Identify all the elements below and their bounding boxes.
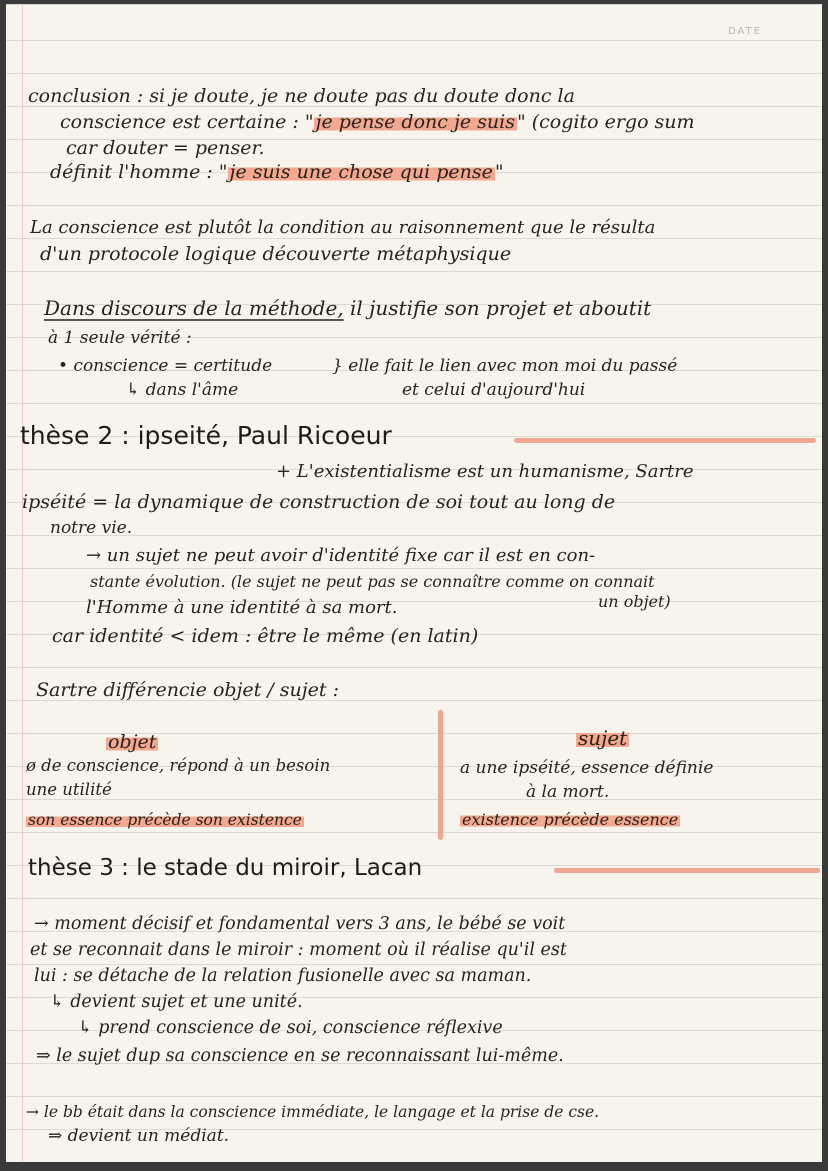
thesis2-title: thèse 2 : ipseité, Paul Ricoeur bbox=[20, 421, 392, 450]
moment-line: → moment décisif et fondamental vers 3 ans, le bébé se voit bbox=[34, 914, 566, 934]
thesis3-title: thèse 3 : le stade du miroir, Lacan bbox=[28, 855, 423, 881]
cogito-pre: conscience est certaine : " bbox=[60, 111, 314, 133]
ame-line: ↳ dans l'âme bbox=[126, 380, 239, 400]
certitude-line: • conscience = certitude bbox=[58, 356, 273, 376]
unite-line: ↳ devient sujet et une unité. bbox=[50, 992, 303, 1012]
margin-line bbox=[22, 4, 23, 1162]
aujourdhui-line: et celui d'aujourd'hui bbox=[402, 380, 586, 400]
sujet-line-3: existence précède essence bbox=[462, 810, 679, 829]
methode-post: il justifie son projet et aboutit bbox=[343, 296, 652, 320]
thesis2-underline-bar bbox=[514, 438, 816, 443]
methode-line bbox=[44, 296, 651, 320]
douter-line: car douter = penser. bbox=[66, 137, 265, 159]
objet-line-1: ø de conscience, répond à un besoin bbox=[26, 756, 331, 775]
notebook-page bbox=[6, 4, 822, 1162]
sujet-line-2: à la mort. bbox=[526, 782, 610, 802]
verite-line: à 1 seule vérité : bbox=[48, 328, 192, 348]
definit-pre: définit l'homme : " bbox=[50, 161, 228, 183]
thesis3-underline-bar bbox=[554, 868, 820, 873]
sujet-heading: sujet bbox=[578, 726, 628, 750]
cogito-post: " (cogito ergo sum bbox=[516, 111, 695, 133]
cogito-highlight: je pense donc je suis bbox=[315, 111, 515, 133]
idem-line: car identité < idem : être le même (en latin) bbox=[52, 625, 479, 647]
definit-post: " bbox=[494, 161, 504, 183]
comparison-divider bbox=[438, 710, 443, 840]
methode-underlined: Dans discours de la méthode, bbox=[44, 296, 344, 320]
miroir-line: et se reconnait dans le miroir : moment où il réalise qu'il est bbox=[30, 940, 567, 960]
objet-heading: objet bbox=[108, 731, 157, 753]
sartre-ref: + L'existentialisme est un humanisme, Sartre bbox=[276, 461, 694, 482]
objet-line-3: son essence précède son existence bbox=[28, 811, 302, 829]
objet-line-2: une utilité bbox=[26, 780, 112, 799]
conclusion-line: conclusion : si je doute, je ne doute pas du doute donc la bbox=[28, 85, 575, 107]
definit-highlight: je suis une chose qui pense bbox=[229, 161, 493, 183]
identite-fixe: → un sujet ne peut avoir d'identité fixe car il est en con- bbox=[86, 545, 596, 566]
lien-line: } elle fait le lien avec mon moi du passé bbox=[332, 356, 678, 376]
reconnaissant-line: ⇒ le sujet dup sa conscience en se reconnaissant lui-même. bbox=[36, 1046, 564, 1066]
un-objet: un objet) bbox=[598, 592, 671, 611]
evolution-line: stante évolution. (le sujet ne peut pas se connaître comme on connait bbox=[90, 572, 655, 591]
protocole-line: d'un protocole logique découverte métaphysique bbox=[40, 243, 512, 265]
date-label: DATE bbox=[728, 26, 763, 37]
mediat-line: ⇒ devient un médiat. bbox=[48, 1126, 230, 1146]
maman-line: lui : se détache de la relation fusionelle avec sa maman. bbox=[34, 966, 532, 986]
langage-line: → le bb était dans la conscience immédiate, le langage et la prise de cse. bbox=[26, 1103, 600, 1121]
ipseite-def: ipséité = la dynamique de construction de soi tout au long de bbox=[22, 491, 616, 513]
sartre-differencie: Sartre différencie objet / sujet : bbox=[36, 679, 339, 701]
sujet-line-1: a une ipséité, essence définie bbox=[460, 758, 714, 778]
notre-vie: notre vie. bbox=[50, 518, 133, 538]
condition-line: La conscience est plutôt la condition au raisonnement que le résulta bbox=[30, 217, 656, 238]
cogito-line bbox=[60, 110, 695, 134]
homme-mort: l'Homme à une identité à sa mort. bbox=[86, 597, 398, 618]
definit-line bbox=[50, 160, 504, 184]
reflexive-line: ↳ prend conscience de soi, conscience réflexive bbox=[78, 1018, 503, 1038]
